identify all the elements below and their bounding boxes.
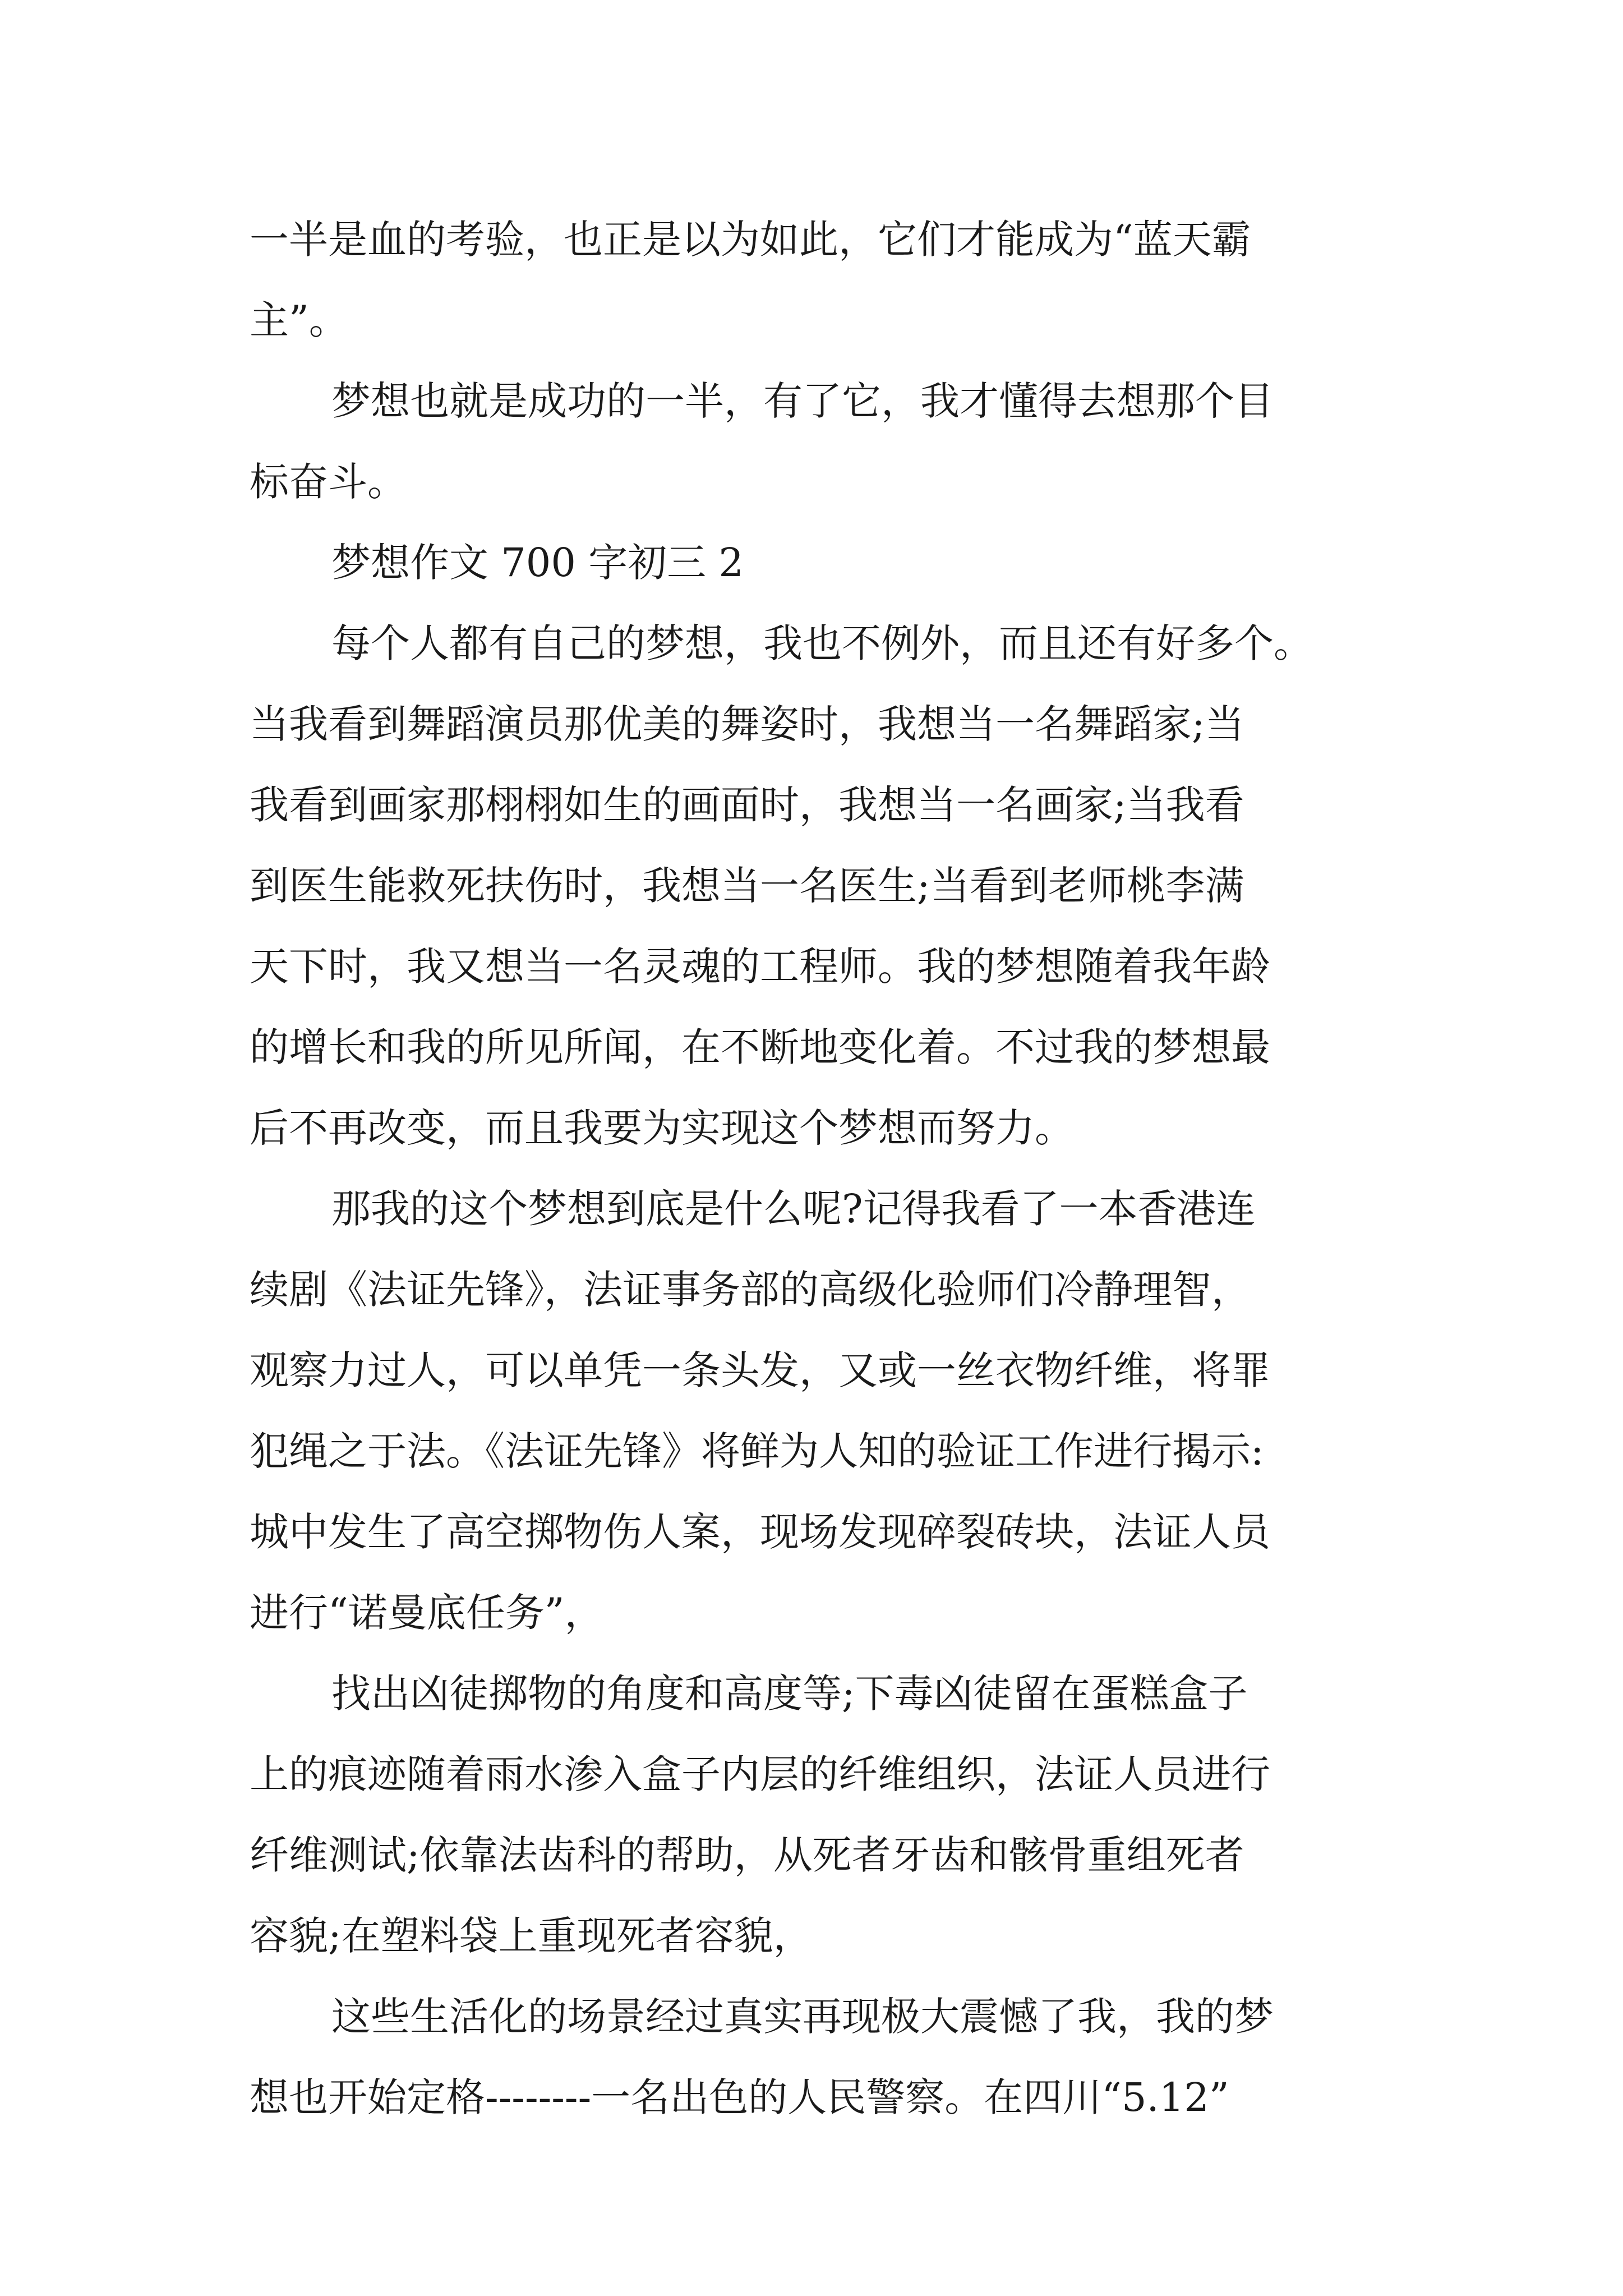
text-line: 纤维测试;依靠法齿科的帮助，从死者牙齿和骸骨重组死者	[250, 1832, 1244, 1878]
text-line: 每个人都有自己的梦想，我也不例外，而且还有好多个。	[331, 620, 1313, 666]
text-line: 一半是血的考验，也正是以为如此，它们才能成为“蓝天霸	[250, 217, 1251, 263]
text-line: 进行“诺曼底任务”，	[250, 1590, 604, 1636]
text-line: 我看到画家那栩栩如生的画面时，我想当一名画家;当我看	[250, 782, 1244, 828]
text-line: 标奋斗。	[250, 459, 407, 505]
text-line: 容貌;在塑料袋上重现死者容貌，	[250, 1913, 813, 1959]
text-line: 这些生活化的场景经过真实再现极大震憾了我，我的梦	[331, 1994, 1274, 2040]
text-line: 的增长和我的所见所闻，在不断地变化着。不过我的梦想最	[250, 1024, 1270, 1070]
text-line: 那我的这个梦想到底是什么呢?记得我看了一本香港连	[331, 1186, 1256, 1232]
text-line: 后不再改变，而且我要为实现这个梦想而努力。	[250, 1105, 1074, 1151]
heading-text: 梦想作文 700 字初三 2	[331, 540, 744, 586]
paragraph-2	[250, 361, 1388, 522]
paragraph-3	[250, 603, 1388, 1168]
paragraph-6	[250, 1976, 1388, 2138]
text-line: 城中发生了高空掷物伤人案，现场发现碎裂砖块，法证人员	[250, 1509, 1270, 1555]
text-line: 天下时，我又想当一名灵魂的工程师。我的梦想随着我年龄	[250, 944, 1270, 990]
text-line: 想也开始定格--------一名出色的人民警察。在四川“5.12”	[250, 2074, 1229, 2120]
text-line: 续剧《法证先锋》，法证事务部的高级化验师们冷静理智，	[250, 1267, 1251, 1313]
text-line: 主”。	[250, 297, 348, 343]
text-line: 找出凶徒掷物的角度和高度等;下毒凶徒留在蛋糕盒子	[331, 1671, 1248, 1717]
text-line: 观察力过人，可以单凭一条头发，又或一丝衣物纤维，将罪	[250, 1347, 1270, 1393]
document-body	[250, 199, 1388, 2138]
text-line: 上的痕迹随着雨水渗入盒子内层的纤维组织，法证人员进行	[250, 1751, 1270, 1797]
paragraph-5	[250, 1653, 1388, 1976]
section-heading	[250, 522, 1388, 603]
text-line: 梦想也就是成功的一半，有了它，我才懂得去想那个目	[331, 378, 1274, 424]
text-line: 犯绳之于法。《法证先锋》将鲜为人知的验证工作进行揭示:	[250, 1428, 1264, 1474]
paragraph-1	[250, 199, 1388, 361]
paragraph-4	[250, 1168, 1388, 1653]
text-line: 到医生能救死扶伤时，我想当一名医生;当看到老师桃李满	[250, 863, 1244, 909]
text-line: 当我看到舞蹈演员那优美的舞姿时，我想当一名舞蹈家;当	[250, 701, 1244, 747]
